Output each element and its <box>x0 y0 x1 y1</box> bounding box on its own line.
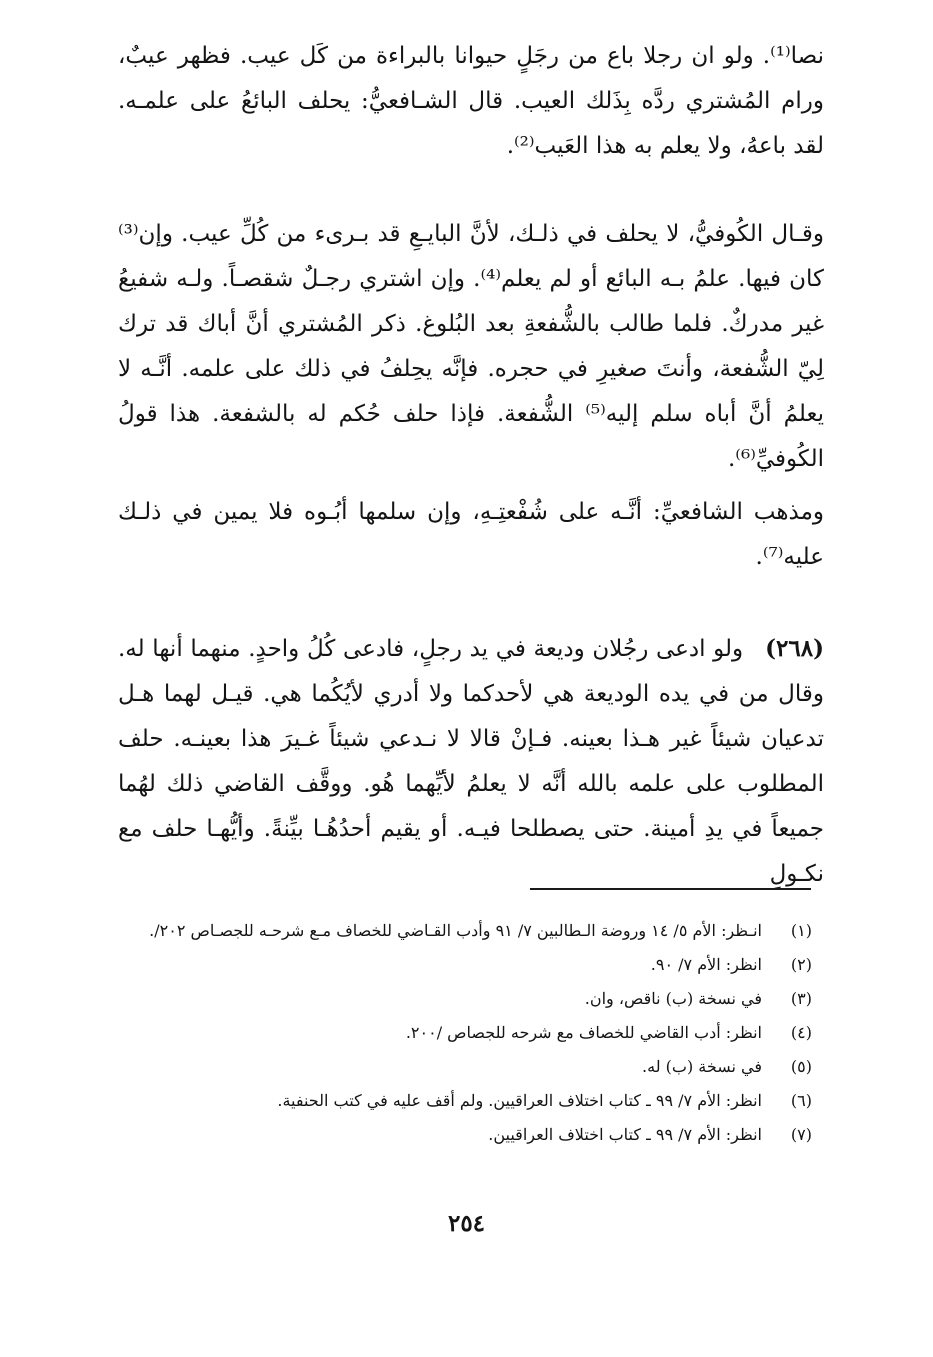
page-number: ٢٥٤ <box>447 1210 486 1237</box>
footnote-2 <box>100 948 812 982</box>
footnote-divider <box>530 888 811 890</box>
paragraph-number: (٢٦٨) <box>765 635 824 662</box>
footnote-number: (٣) <box>790 989 812 1008</box>
footnote-number: (٧) <box>790 1125 812 1144</box>
footnote-text: في نسخة (ب) له. <box>642 1057 762 1076</box>
footnotes <box>100 914 812 1152</box>
paragraph-1: نصا⁽¹⁾. ولو ان رجلا باع من رجَلٍ حيوانا بالبراءة من كَل عيب. فظهر عيبٌ، ورام المُشتري ردَّه بِذَلك العيب. قال الشـافعيُّ: يحلف البائعُ على علمـه. لقد باعهُ، ولا يعلم به هذا العَيب⁽²⁾. <box>118 43 824 159</box>
main-text <box>118 34 824 897</box>
footnote-4 <box>100 1016 812 1050</box>
footnote-text: في نسخة (ب) ناقص، وان. <box>584 989 762 1008</box>
footnote-number: (٥) <box>790 1057 812 1076</box>
footnote-3 <box>100 982 812 1016</box>
footnote-number: (١) <box>790 921 812 940</box>
footnote-text: انظر: الأم ٧/ ٩٩ ـ كتاب اختلاف العراقيين. <box>488 1125 762 1144</box>
footnote-text: انظر: الأم ٧/ ٩٠. <box>650 955 762 974</box>
footnote-text: انظر: أدب القاضي للخصاف مع شرحه للجصاص /٢٠٠. <box>405 1023 762 1042</box>
footnote-number: (٤) <box>790 1023 812 1042</box>
footnote-text: انظر: الأم ٧/ ٩٩ ـ كتاب اختلاف العراقيين. ولم أقف عليه في كتب الحنفية. <box>277 1091 762 1110</box>
footnote-7 <box>100 1118 812 1152</box>
footnote-5 <box>100 1050 812 1084</box>
footnote-1 <box>100 914 812 948</box>
footnote-number: (٢) <box>790 955 812 974</box>
paragraph-268 <box>118 626 824 897</box>
paragraph-268-text: ولو ادعى رجُلان وديعة في يد رجلٍ، فادعى كُلُ واحدٍ. منهما أنها له. وقال من في يده الوديعة هي لأحدكما ولا أدري لأيُكُما هي. قيـل لهما هـل تدعيان شيئاً غير هـذا بعينه. فـإنْ قالا لا نـدعي شيئاً غـيرَ هذا بعينـه. حلف المطلوب على علمه بالله أنَّه لا يعلمُ لأيِّهما هُو. ووقَّف القاضي ذلك لهُما جميعاً في يدِ أمينة. حتى يصطلحا فيـه. أو يقيم أحدُهُـا بيِّنةً. وأيُّهـا حلف مع نكـولِ <box>118 636 824 887</box>
paragraph-2: وقـال الكُوفيُّ، لا يحلف في ذلـك، لأنَّ البايـعِ قد بـرىء من كُلِّ عيب. وإن⁽³⁾ كان فيها. علمُ بـه البائع أو لم يعلم⁽⁴⁾. وإن اشتري رجـلٌ شقصـاً. ولـه شفيعُ غير مدركٌ. فلما طالب بالشُّفعةِ بعد البُلوغ. ذكر المُشتري أنَّ أباك قد ترك لِيّ الشُّفعة، وأنتَ صغيرِ في حجره. فإنَّه يحِلفُ في ذلك على علمه. أنَّـه لا يعلمُ أنَّ أباه سلم إليه⁽⁵⁾ الشُّفعة. فإذا حلف حُكم له بالشفعة. هذا قولُ الكُوفيِّ⁽⁶⁾. <box>118 221 824 472</box>
footnote-number: (٦) <box>790 1091 812 1110</box>
footnote-6 <box>100 1084 812 1118</box>
paragraph-3: ومذهب الشافعيِّ: أنَّـه على شُفْعتِـهِ، وإن سلمها أبُـوه فلا يمين في ذلـك عليه⁽⁷⁾. <box>118 499 824 570</box>
footnote-text: انـظر: الأم ٥/ ١٤ وروضة الـطالبين ٧/ ٩١ وأدب القـاضي للخصاف مـع شرحـه للجصـاص ٢٠٢/. <box>149 921 762 940</box>
